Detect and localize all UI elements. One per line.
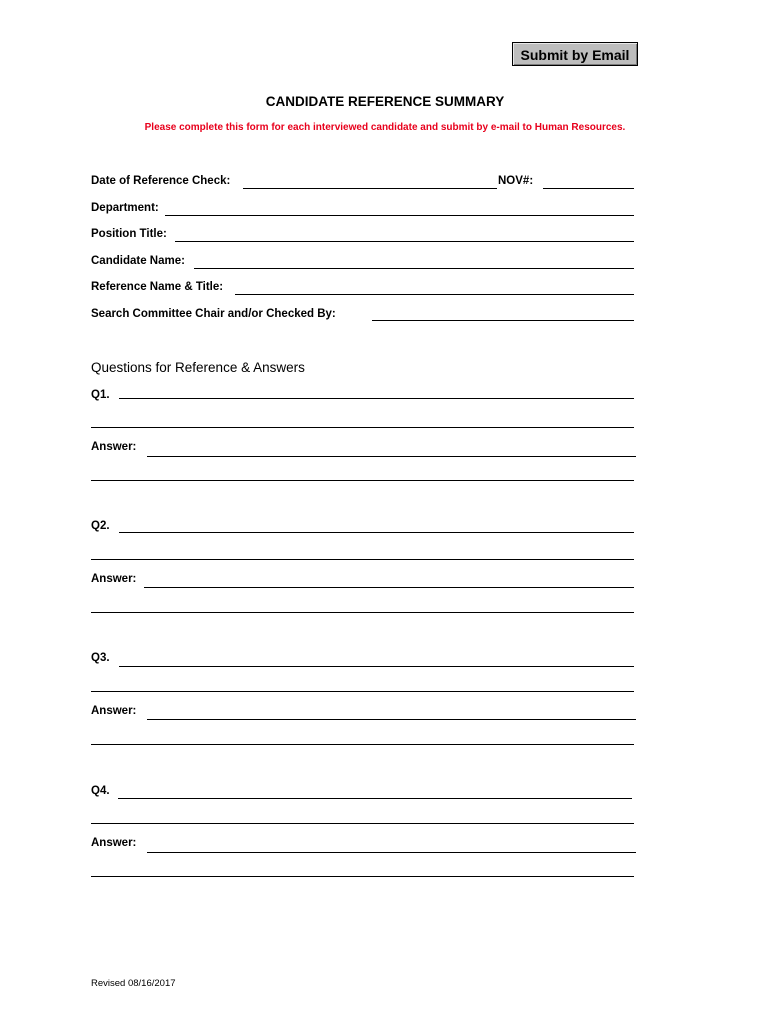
- q4-label: Q4.: [91, 785, 110, 797]
- a3-label: Answer:: [91, 705, 137, 717]
- date-of-reference-check-field[interactable]: [243, 188, 497, 189]
- a2-field[interactable]: [144, 587, 634, 588]
- a2-field-line-2[interactable]: [91, 612, 634, 613]
- form-title: CANDIDATE REFERENCE SUMMARY: [265, 94, 505, 109]
- a3-field[interactable]: [147, 719, 636, 720]
- a2-label: Answer:: [91, 573, 137, 585]
- a4-label: Answer:: [91, 837, 137, 849]
- q4-field[interactable]: [118, 798, 632, 799]
- a1-field-line-2[interactable]: [91, 480, 634, 481]
- nov-number-field[interactable]: [543, 188, 634, 189]
- q1-field-line-2[interactable]: [91, 427, 634, 428]
- search-committee-field[interactable]: [372, 320, 634, 321]
- q1-field[interactable]: [119, 398, 634, 399]
- reference-name-title-field[interactable]: [235, 294, 634, 295]
- candidate-name-field[interactable]: [194, 268, 634, 269]
- q2-field[interactable]: [119, 532, 634, 533]
- date-of-reference-check-label: Date of Reference Check:: [91, 175, 231, 187]
- a1-field[interactable]: [147, 456, 636, 457]
- q3-field[interactable]: [119, 666, 634, 667]
- reference-name-title-label: Reference Name & Title:: [91, 281, 224, 293]
- q3-label: Q3.: [91, 652, 110, 664]
- q2-field-line-2[interactable]: [91, 559, 634, 560]
- position-title-label: Position Title:: [91, 228, 167, 240]
- department-label: Department:: [91, 202, 159, 214]
- submit-by-email-button[interactable]: Submit by Email: [512, 42, 638, 66]
- form-instructions: Please complete this form for each interviewed candidate and submit by e-mail to Human Resources.: [144, 122, 626, 133]
- department-field[interactable]: [165, 215, 634, 216]
- questions-section-heading: Questions for Reference & Answers: [91, 360, 305, 375]
- a4-field-line-2[interactable]: [91, 876, 634, 877]
- a3-field-line-2[interactable]: [91, 744, 634, 745]
- q2-label: Q2.: [91, 520, 110, 532]
- revision-date: Revised 08/16/2017: [91, 978, 176, 989]
- q4-field-line-2[interactable]: [91, 823, 634, 824]
- position-title-field[interactable]: [175, 241, 634, 242]
- candidate-name-label: Candidate Name:: [91, 255, 185, 267]
- a4-field[interactable]: [147, 852, 636, 853]
- a1-label: Answer:: [91, 441, 137, 453]
- q3-field-line-2[interactable]: [91, 691, 634, 692]
- q1-label: Q1.: [91, 389, 110, 401]
- nov-number-label: NOV#:: [498, 175, 534, 187]
- search-committee-label: Search Committee Chair and/or Checked By:: [91, 308, 336, 320]
